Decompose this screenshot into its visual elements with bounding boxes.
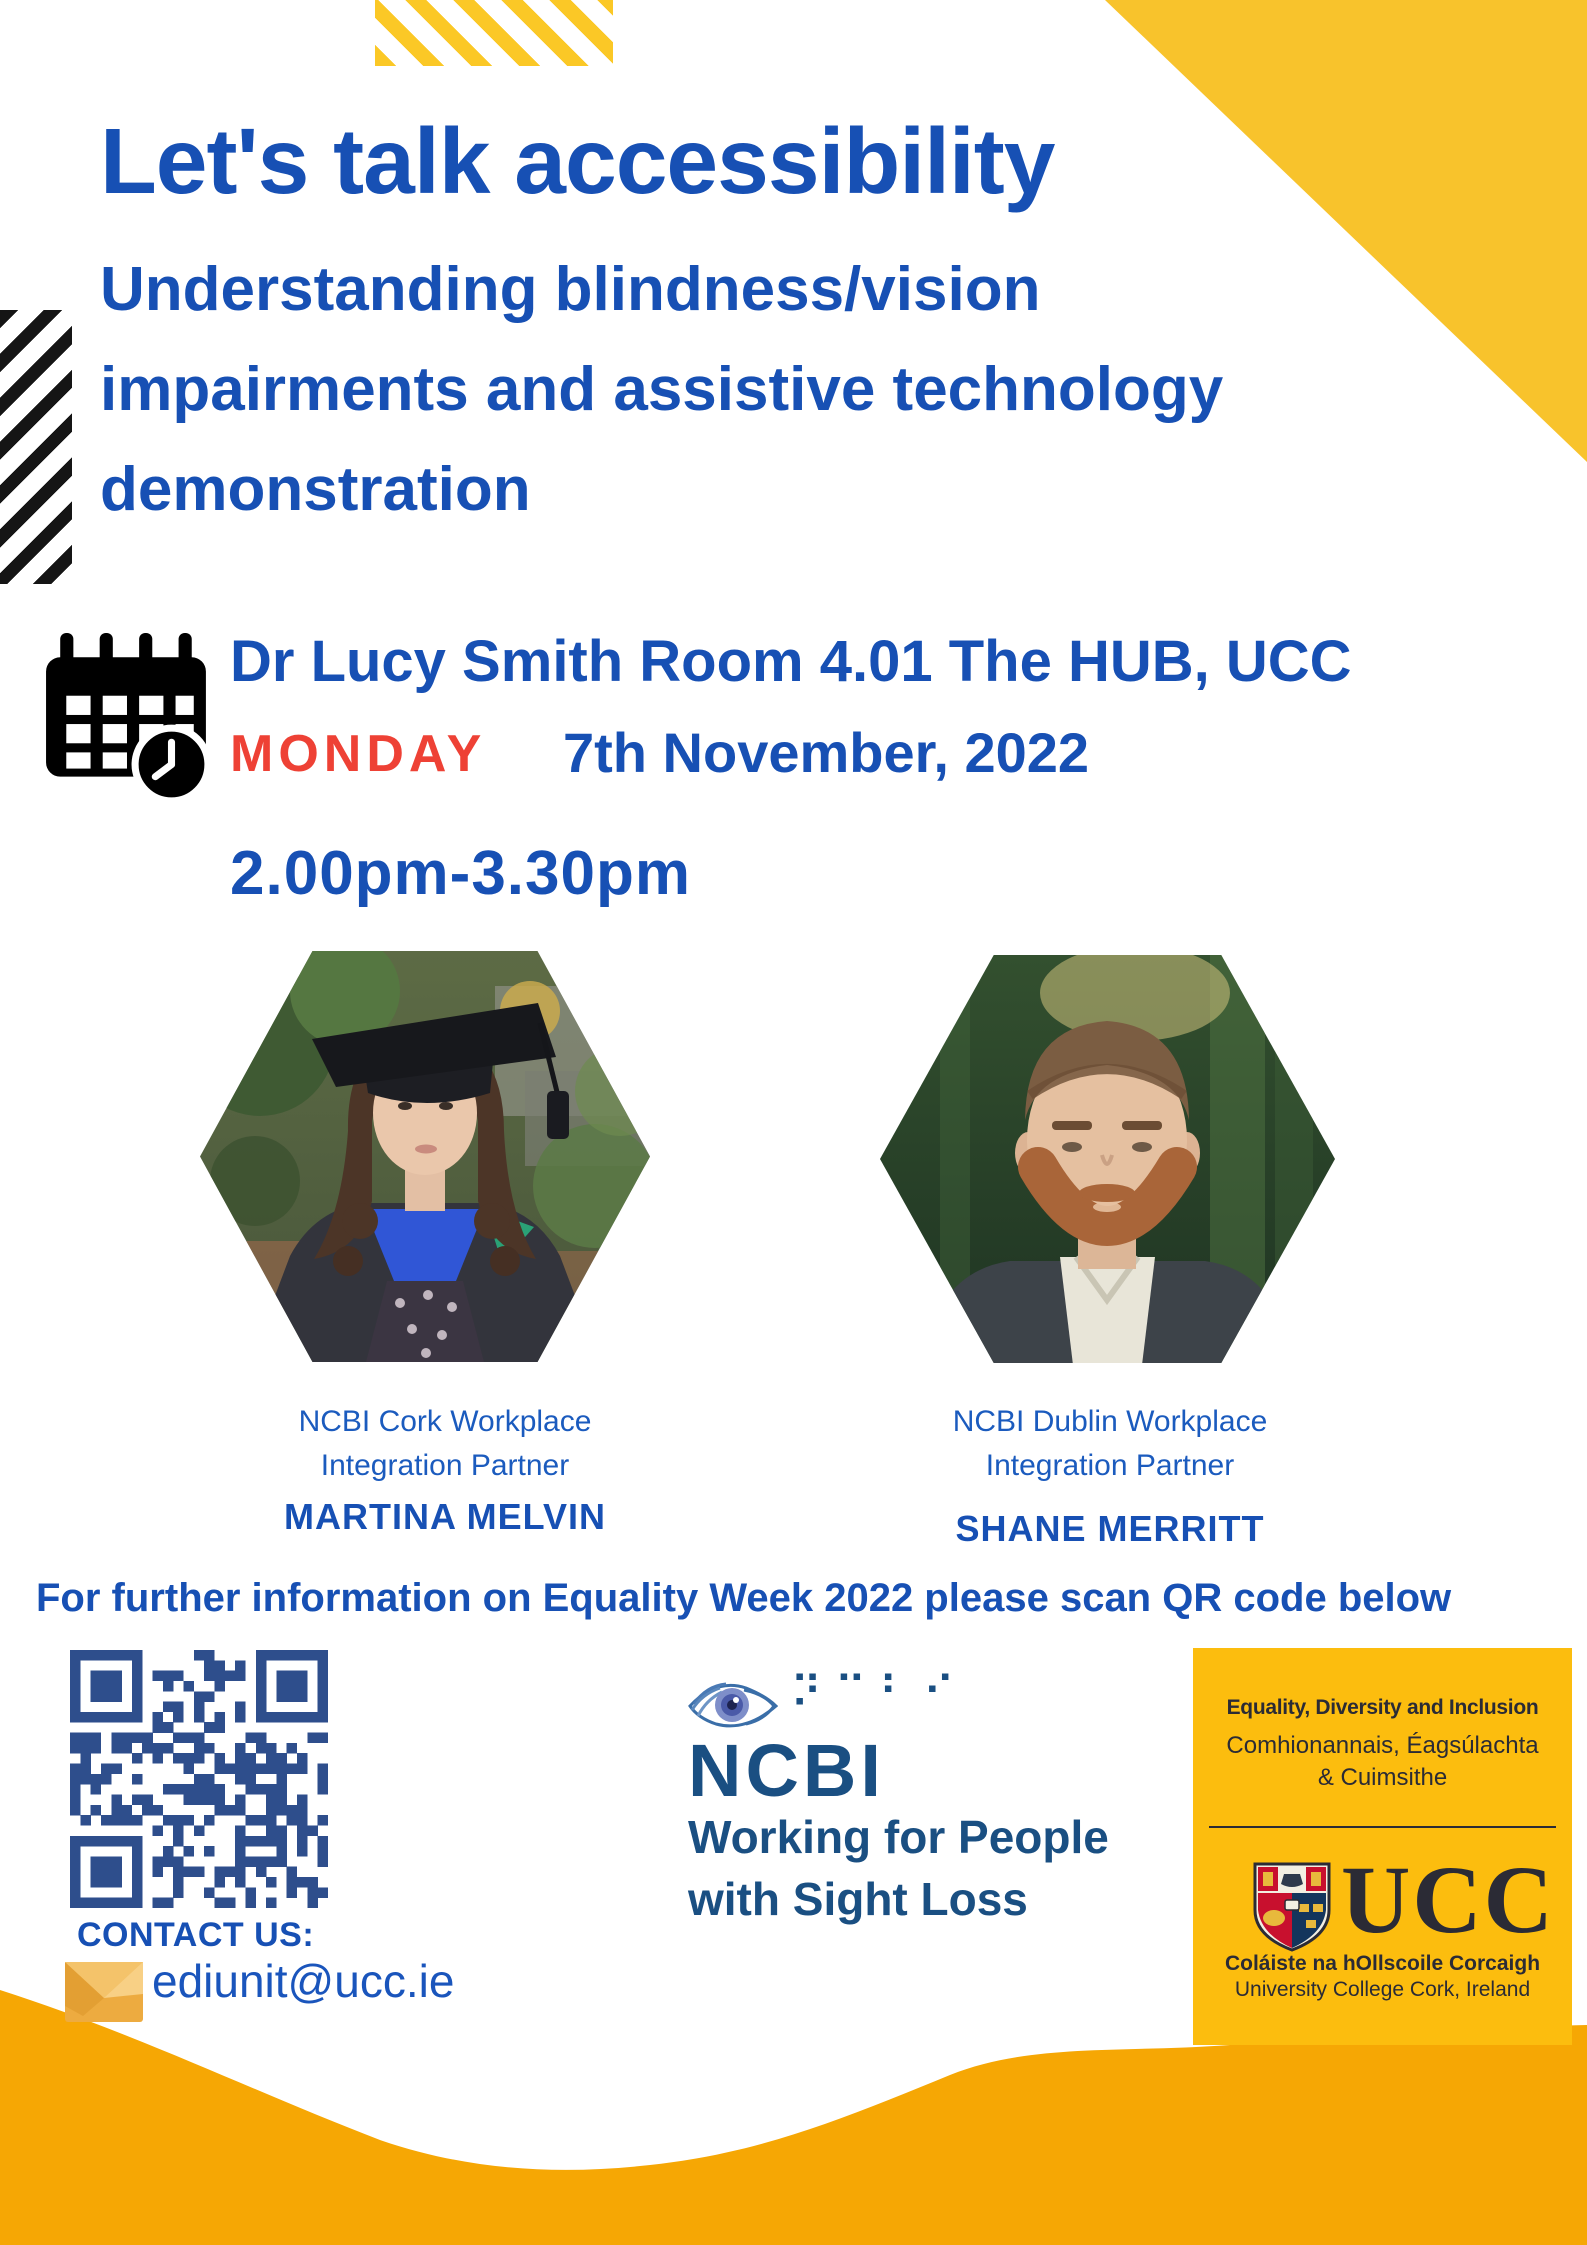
eye-icon: [686, 1676, 778, 1732]
calendar-clock-icon: [42, 633, 214, 805]
poster-subtitle: [100, 240, 1520, 540]
edi-irish-line-1: Comhionannais, Éagsúlachta: [1226, 1732, 1539, 1759]
hexagon-photo-shane: [880, 955, 1335, 1363]
ncbi-tagline-line-1: Working for People: [688, 1811, 1109, 1863]
speaker-role-shane: [900, 1400, 1320, 1488]
edi-title: Equality, Diversity and Inclusion: [1226, 1696, 1539, 1719]
divider: [1209, 1826, 1556, 1828]
role-line: Integration Partner: [985, 1449, 1235, 1482]
contact-email: ediunit@ucc.ie: [152, 1955, 455, 2007]
subtitle-line-3: demonstration: [100, 455, 531, 524]
speaker-role-martina: [235, 1400, 655, 1488]
braille-dots: ⠝⠉⠃⠊: [790, 1669, 967, 1718]
edi-irish-line-2: & Cuimsithe: [1317, 1764, 1448, 1791]
role-line: NCBI Cork Workplace: [298, 1405, 592, 1438]
subtitle-line-2: impairments and assistive technology: [100, 355, 1224, 424]
hexagon-photo-martina: [200, 951, 650, 1362]
event-day: MONDAY: [230, 725, 487, 783]
envelope-icon: [65, 1958, 143, 2022]
ncbi-tagline-line-2: with Sight Loss: [688, 1873, 1028, 1925]
speaker-name-martina: MARTINA MELVIN: [284, 1496, 606, 1537]
event-location: Dr Lucy Smith Room 4.01 The HUB, UCC: [230, 629, 1352, 694]
ucc-crest: [1251, 1860, 1333, 1952]
speaker-name-shane: SHANE MERRITT: [955, 1508, 1265, 1549]
poster-title: Let's talk accessibility: [100, 109, 1055, 213]
subtitle-line-1: Understanding blindness/vision: [100, 255, 1041, 324]
edi-ucc-panel: [1193, 1648, 1572, 2045]
event-date: 7th November, 2022: [563, 721, 1090, 784]
ucc-college-english: University College Cork, Ireland: [1234, 1978, 1531, 2001]
yellow-stripes-decoration: [375, 0, 613, 66]
ncbi-logo-text: NCBI: [688, 1729, 885, 1812]
ucc-wordmark: UCC: [1341, 1846, 1555, 1953]
qr-heading: For further information on Equality Week 2022 please scan QR code below: [36, 1576, 1452, 1620]
event-time: 2.00pm-3.30pm: [230, 839, 691, 908]
qr-code: [70, 1650, 328, 1908]
black-stripes-decoration: [0, 310, 72, 584]
contact-label: CONTACT US:: [77, 1916, 315, 1954]
ucc-college-irish: Coláiste na hOllscoile Corcaigh: [1224, 1952, 1541, 1975]
role-line: Integration Partner: [320, 1449, 570, 1482]
role-line: NCBI Dublin Workplace: [952, 1405, 1268, 1438]
